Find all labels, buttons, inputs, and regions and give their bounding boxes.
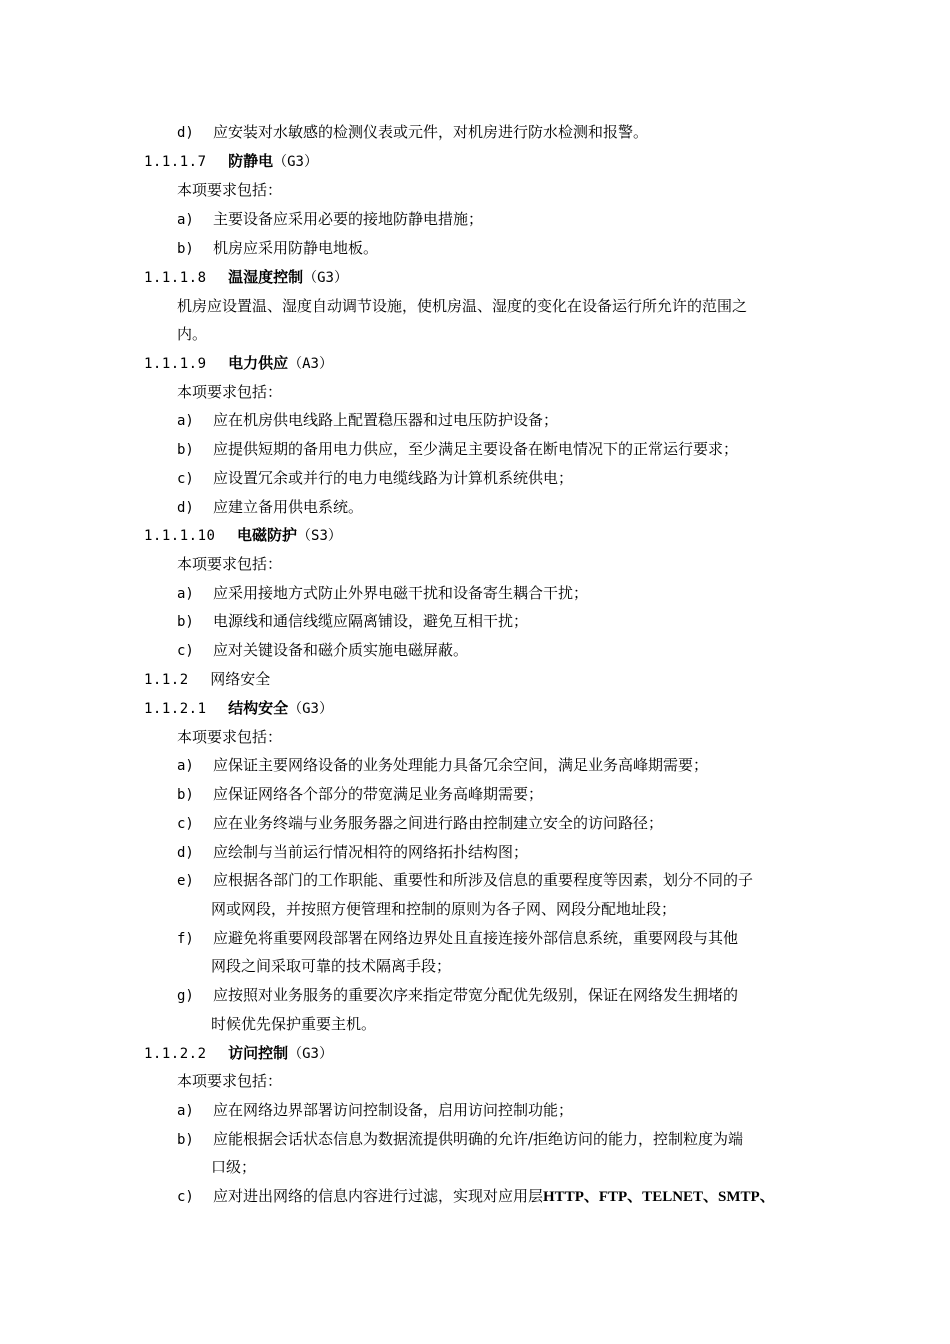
list-text-continuation: 口级； — [211, 1158, 257, 1176]
list-label: b) — [177, 614, 194, 630]
list-label: e) — [177, 873, 194, 889]
list-text: 应采用接地方式防止外界电磁干扰和设备寄生耦合干扰； — [213, 584, 589, 602]
list-item — [177, 439, 738, 460]
section-heading-1-1-2 — [144, 669, 270, 690]
section-tag: （G3） — [273, 154, 318, 170]
section-title: 网络安全 — [210, 670, 271, 688]
list-label: c) — [177, 643, 194, 659]
section-title: 访问控制 — [228, 1044, 289, 1062]
list-label: c) — [177, 1189, 194, 1205]
section-title: 结构安全 — [228, 699, 289, 717]
list-label: d) — [177, 125, 194, 141]
section-tag: （S3） — [297, 528, 342, 544]
list-item — [177, 611, 528, 632]
list-item — [177, 842, 528, 863]
section-number: 1.1.2.2 — [144, 1046, 207, 1062]
list-label: d) — [177, 845, 194, 861]
list-label: d) — [177, 500, 194, 516]
section-heading-1-1-1-9 — [144, 353, 333, 374]
list-text: 电源线和通信线缆应隔离铺设，避免互相干扰； — [213, 612, 529, 630]
section-title: 防静电 — [228, 152, 274, 170]
list-item — [177, 784, 543, 805]
protocol-list: HTTP、FTP、TELNET、SMTP、 — [543, 1189, 775, 1205]
list-text-continuation: 时候优先保护重要主机。 — [211, 1015, 377, 1033]
list-label: a) — [177, 413, 194, 429]
section-number: 1.1.1.7 — [144, 154, 207, 170]
list-text: 应设置冗余或并行的电力电缆线路为计算机系统供电； — [213, 469, 574, 487]
list-item — [177, 583, 588, 604]
list-item — [177, 209, 483, 230]
list-item — [177, 122, 648, 143]
section-number: 1.1.2.1 — [144, 701, 207, 717]
list-text: 应避免将重要网段部署在网络边界处且直接连接外部信息系统，重要网段与其他 — [213, 929, 739, 947]
list-text: 应绘制与当前运行情况相符的网络拓扑结构图； — [213, 843, 529, 861]
list-text: 应提供短期的备用电力供应，至少满足主要设备在断电情况下的正常运行要求； — [213, 440, 739, 458]
list-text: 应按照对业务服务的重要次序来指定带宽分配优先级别，保证在网络发生拥堵的 — [213, 986, 739, 1004]
list-text: 应对进出网络的信息内容进行过滤，实现对应用层 — [213, 1187, 544, 1205]
list-label: a) — [177, 758, 194, 774]
list-text: 应安装对水敏感的检测仪表或元件，对机房进行防水检测和报警。 — [213, 123, 649, 141]
list-text-continuation: 网或网段，并按照方便管理和控制的原则为各子网、网段分配地址段； — [211, 900, 677, 918]
list-label: a) — [177, 586, 194, 602]
section-heading-1-1-2-2 — [144, 1043, 333, 1064]
section-number: 1.1.2 — [144, 672, 189, 688]
list-item — [177, 410, 558, 431]
section-number: 1.1.1.9 — [144, 356, 207, 372]
section-heading-1-1-1-7 — [144, 151, 318, 172]
list-item — [177, 928, 738, 949]
list-text: 主要设备应采用必要的接地防静电措施； — [213, 210, 484, 228]
section-heading-1-1-1-8 — [144, 267, 348, 288]
section-tag: （G3） — [288, 701, 333, 717]
paragraph: 内。 — [177, 325, 208, 343]
list-item — [177, 985, 738, 1006]
list-text: 应在机房供电线路上配置稳压器和过电压防护设备； — [213, 411, 559, 429]
list-text: 应对关键设备和磁介质实施电磁屏蔽。 — [213, 641, 469, 659]
list-text: 应在业务终端与业务服务器之间进行路由控制建立安全的访问路径； — [213, 814, 664, 832]
paragraph: 本项要求包括： — [177, 728, 283, 746]
list-text: 应在网络边界部署访问控制设备，启用访问控制功能； — [213, 1101, 574, 1119]
list-item — [177, 1100, 573, 1121]
list-label: c) — [177, 471, 194, 487]
section-title: 温湿度控制 — [228, 268, 304, 286]
section-number: 1.1.1.8 — [144, 270, 207, 286]
paragraph: 本项要求包括： — [177, 555, 283, 573]
list-item — [177, 755, 708, 776]
list-text: 应建立备用供电系统。 — [213, 498, 364, 516]
list-item — [177, 468, 573, 489]
list-item — [177, 1186, 775, 1207]
section-heading-1-1-1-10 — [144, 525, 342, 546]
section-tag: （G3） — [303, 270, 348, 286]
section-heading-1-1-2-1 — [144, 698, 333, 719]
section-tag: （G3） — [288, 1046, 333, 1062]
list-label: a) — [177, 212, 194, 228]
list-text: 应能根据会话状态信息为数据流提供明确的允许/拒绝访问的能力，控制粒度为端 — [213, 1130, 744, 1148]
list-label: b) — [177, 442, 194, 458]
list-item — [177, 640, 468, 661]
list-label: f) — [177, 931, 194, 947]
list-label: b) — [177, 241, 194, 257]
list-text: 应保证主要网络设备的业务处理能力具备冗余空间，满足业务高峰期需要； — [213, 756, 709, 774]
list-text: 应保证网络各个部分的带宽满足业务高峰期需要； — [213, 785, 544, 803]
list-label: b) — [177, 787, 194, 803]
paragraph: 本项要求包括： — [177, 383, 283, 401]
paragraph: 本项要求包括： — [177, 1072, 283, 1090]
list-item — [177, 497, 363, 518]
list-item — [177, 238, 378, 259]
list-label: c) — [177, 816, 194, 832]
section-number: 1.1.1.10 — [144, 528, 216, 544]
list-text-continuation: 网段之间采取可靠的技术隔离手段； — [211, 957, 452, 975]
paragraph: 机房应设置温、湿度自动调节设施，使机房温、湿度的变化在设备运行所允许的范围之 — [177, 297, 748, 315]
list-item — [177, 870, 753, 891]
list-label: a) — [177, 1103, 194, 1119]
list-item — [177, 813, 663, 834]
list-label: b) — [177, 1132, 194, 1148]
section-title: 电力供应 — [228, 354, 289, 372]
list-text: 应根据各部门的工作职能、重要性和所涉及信息的重要程度等因素，划分不同的子 — [213, 871, 754, 889]
list-item — [177, 1129, 743, 1150]
list-label: g) — [177, 988, 194, 1004]
section-tag: （A3） — [288, 356, 333, 372]
list-text: 机房应采用防静电地板。 — [213, 239, 379, 257]
section-title: 电磁防护 — [237, 526, 298, 544]
paragraph: 本项要求包括： — [177, 181, 283, 199]
